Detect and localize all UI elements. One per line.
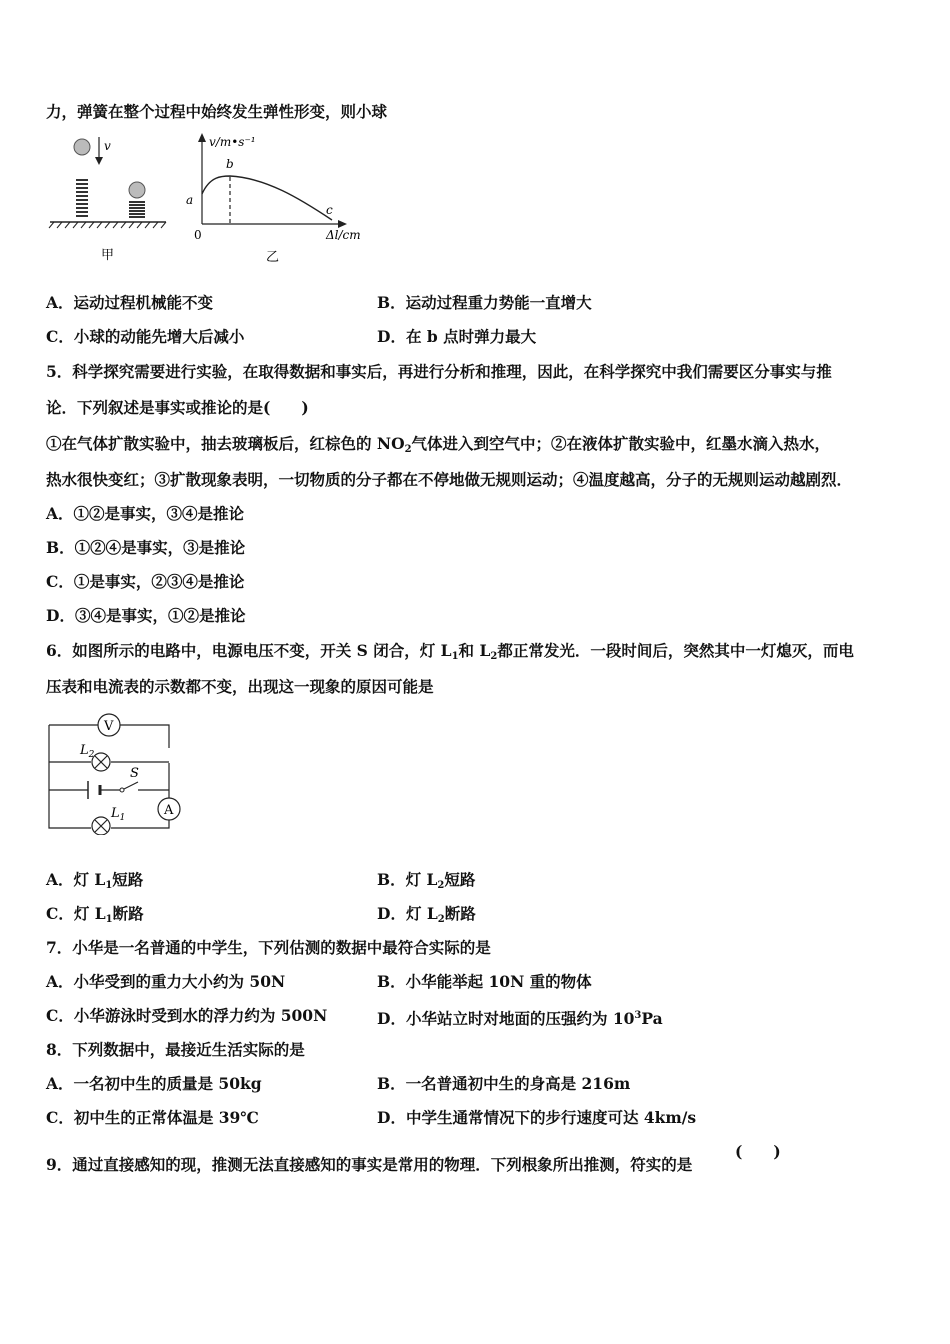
circuit-wires <box>49 725 169 828</box>
q6-option-a: A．灯 $L_1$短路 <box>46 870 144 891</box>
q8-option-a: A．一名初中生的质量是 50kg <box>46 1074 262 1093</box>
q6-stem-sub1: 1 <box>451 651 459 662</box>
point-a-label: a <box>186 193 194 207</box>
q5-stmt1-sub: 2 <box>404 444 412 455</box>
q6-stem-line2: 压表和电流表的示数都不变，出现这一现象的原因可能是 <box>46 677 434 696</box>
x-axis-label: Δl/cm <box>326 228 361 242</box>
v-label: v <box>104 139 111 153</box>
yi-label: 乙 <box>266 250 280 265</box>
q8-option-d: D．中学生通常情况下的步行速度可达 4km/s <box>377 1108 697 1127</box>
voltmeter-label: V <box>104 719 114 734</box>
q8-stem: 8．下列数据中，最接近生活实际的是 <box>46 1040 305 1059</box>
q6-stem-a: 6．如图所示的电路中，电源电压不变，开关 S 闭合，灯 L <box>46 641 452 660</box>
q8-option-b: B．一名普通初中生的身高是 216m <box>377 1074 631 1093</box>
q4-option-a: A．运动过程机械能不变 <box>46 293 214 312</box>
velocity-arrowhead <box>95 157 103 165</box>
spring-uncompressed <box>76 180 88 216</box>
switch-blade <box>124 782 138 789</box>
origin-label: 0 <box>194 228 202 242</box>
q4-intro: 力，弹簧在整个过程中始终发生弹性形变，则小球 <box>46 102 388 121</box>
q5-option-c: C．①是事实，②③④是推论 <box>46 572 245 591</box>
ball-on-spring-icon <box>129 182 145 198</box>
lamp-l2-label: $L_2$ <box>80 743 95 760</box>
q6-circuit-diagram <box>44 710 194 835</box>
q6-stem-line1 <box>46 641 854 667</box>
q7-option-c: C．小华游泳时受到水的浮力约为 500N <box>46 1006 328 1025</box>
q6-option-b: B．灯 $L_2$短路 <box>377 870 476 891</box>
lamp-l1-label: $L_1$ <box>111 806 126 823</box>
q6-stem-b: 和 L <box>458 641 491 660</box>
point-c-label: c <box>326 203 333 217</box>
switch-pivot <box>120 788 124 792</box>
ammeter-label: A <box>164 803 174 818</box>
q7-option-d: D．小华站立时对地面的压强约为 $10^3Pa$ <box>377 1009 663 1028</box>
q9-answer-paren: ( ) <box>735 1142 781 1161</box>
q6-stem-c: 都正常发光．一段时间后，突然其中一灯熄灭，而电 <box>497 641 854 660</box>
y-axis-label: v/m•s⁻¹ <box>209 135 256 149</box>
y-axis-arrow <box>198 133 206 142</box>
q5-statement-line1 <box>46 434 830 460</box>
q8-option-c: C．初中生的正常体温是 39℃ <box>46 1108 259 1127</box>
q5-stem-line1: 5．科学探究需要进行实验，在取得数据和事实后，再进行分析和推理，因此，在科学探究中我们需要区分事实与推 <box>46 362 832 381</box>
falling-ball-icon <box>74 139 90 155</box>
q9-stem: 9．通过直接感知的现，推测无法直接感知的事实是常用的物理．下列根象所出推测，符实的是 <box>46 1155 693 1174</box>
q4-option-d: D．在 b 点时弹力最大 <box>377 327 537 346</box>
q4-option-c: C．小球的动能先增大后减小 <box>46 327 245 346</box>
velocity-curve <box>202 176 332 220</box>
q5-stem-line2: 论．下列叙述是事实或推论的是( ) <box>46 398 309 417</box>
q6-option-d: D．灯 $L_2$断路 <box>377 904 476 925</box>
q5-statement-line2: 热水很快变红；③扩散现象表明，一切物质的分子都在不停地做无规则运动；④温度越高，分子的无规则运动越剧烈． <box>46 470 853 489</box>
q4-option-b: B．运动过程重力势能一直增大 <box>377 293 592 312</box>
q6-stem-sub2: 2 <box>490 651 498 662</box>
point-b-label: b <box>226 157 234 171</box>
q4-figure <box>44 128 384 268</box>
q7-option-b: B．小华能举起 10N 重的物体 <box>377 972 592 991</box>
x-axis-arrow <box>338 220 347 228</box>
switch-label: S <box>130 766 139 781</box>
q5-stmt1-a: ①在气体扩散实验中，抽去玻璃板后，红棕色的 NO <box>46 434 405 453</box>
ground-hatching <box>49 222 166 228</box>
q5-option-b: B．①②④是事实，③是推论 <box>46 538 246 557</box>
q5-option-d: D．③④是事实，①②是推论 <box>46 606 246 625</box>
q7-option-a: A．小华受到的重力大小约为 50N <box>46 972 286 991</box>
q6-option-c: C．灯 $L_1$断路 <box>46 904 144 925</box>
q5-option-a: A．①②是事实，③④是推论 <box>46 504 245 523</box>
q7-stem: 7．小华是一名普通的中学生，下列估测的数据中最符合实际的是 <box>46 938 491 957</box>
jia-label: 甲 <box>101 248 115 263</box>
spring-compressed <box>129 202 145 217</box>
q5-stmt1-b: 气体进入到空气中；②在液体扩散实验中，红墨水滴入热水， <box>411 434 831 453</box>
